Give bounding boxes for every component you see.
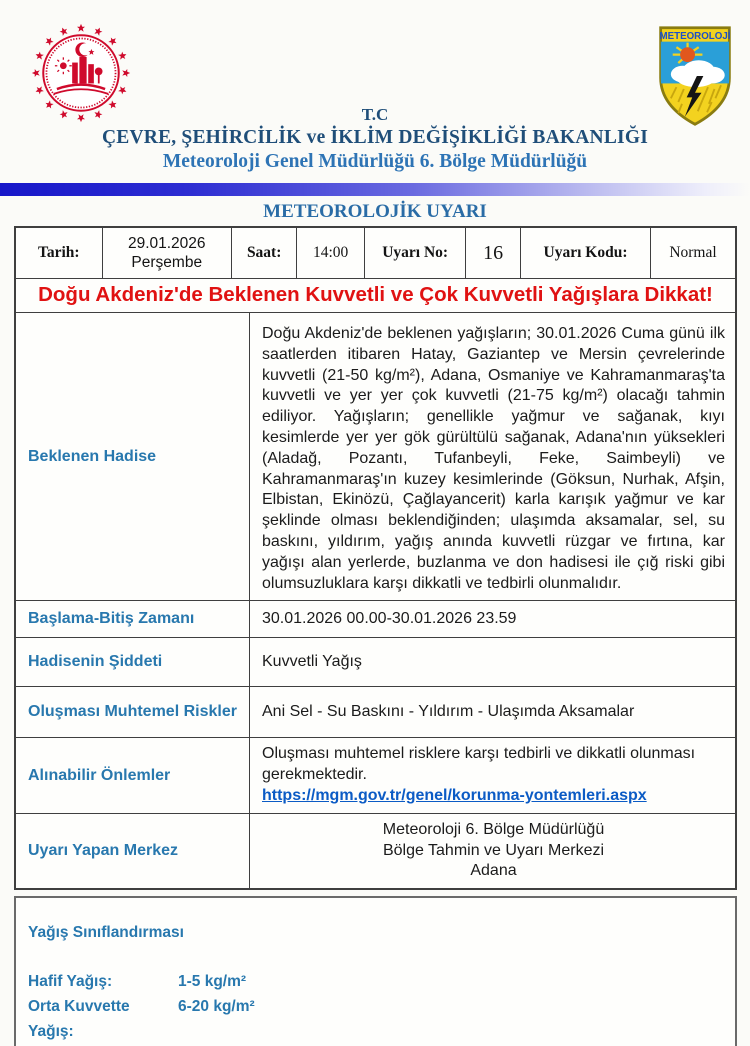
uyari-kodu-value: Normal [650,228,735,278]
classification-value: 6-20 kg/m² [178,998,255,1016]
meteoroloji-shield-icon [656,24,734,133]
korunma-yontemleri-link[interactable]: https://mgm.gov.tr/genel/korunma-yontemleri.aspx [262,786,647,804]
baslama-bitis-value: 30.01.2026 00.00-30.01.2026 23.59 [249,601,735,637]
merkez-label: Uyarı Yapan Merkez [28,841,179,859]
meteoroloji-logo-text: METEOROLOJİ [659,30,731,42]
baslama-bitis-label: Başlama-Bitiş Zamanı [28,610,195,628]
tarih-date: 29.01.2026 [127,235,206,252]
onlemler-text: Oluşması muhtemel risklere karşı tedbirli ve dikkatli olunması gerekmektedir. [262,745,696,784]
classification-label: Hafif Yağış: [28,973,113,991]
classification-title: Yağış Sınıflandırması [28,924,184,942]
row-alinabilir-onlemler [16,737,735,812]
tarih-value [102,228,231,278]
row-hadisenin-siddeti [16,637,735,686]
riskler-value: Ani Sel - Su Baskını - Yıldırım - Ulaşımda Aksamalar [249,687,735,737]
classification-item [28,969,723,994]
merkez-line3: Adana [470,862,517,880]
beklenen-hadise-label: Beklenen Hadise [28,447,157,465]
beklenen-hadise-text: Doğu Akdeniz'de beklenen yağışların; 30.01.2026 Cuma günü ilk saatlerden itibaren Hatay, Gaziantep ve Mersin çevrelerinde kuvvetli (21-50 kg/m²), Adana, Osmaniye ve Kahramanmaraş'ta kuvvetli ve yer yer çok kuvvetli (21-75 kg/m²) olacağı tahmin ediliyor. Yağışların; genellikle yağmur ve sağanak, kıyı kesimlerde yer yer gök gürültülü sağanak, Adana'nın yüksekleri (Aladağ, Pozantı, Tufanbeyli, Feke, Saimbeyli) ve Kahramanmaraş'ın kuzey kesimlerinde (Göksun, Nurhak, Afşin, Elbistan, Ekinözü, Çağlayancerit) karla karışık yağmur ve kar şeklinde olması beklendiğinden; ulaşımda aksamalar, sel, su baskını, yıldırım, yağış anında kuvvetli rüzgar ve fırtına, kar yağışı alan yerlerde, buzlanma ve don hadisesi ile çığ riski gibi olumsuzluklara karşı dikkatli ve tedbirli olunmalıdır. [249,313,735,600]
row-olusmasi-muhtemel-riskler [16,686,735,737]
uyari-kodu-label: Uyarı Kodu: [520,228,650,278]
merkez-line2: Bölge Tahmin ve Uyarı Merkezi [382,841,605,859]
uyari-no-label: Uyarı No: [364,228,465,278]
info-row [16,228,735,278]
row-uyari-yapan-merkez [16,813,735,888]
header-titles [0,104,750,174]
riskler-label: Oluşması Muhtemel Riskler [28,703,237,721]
header-divider-bar [0,183,750,196]
hadisenin-siddeti-label: Hadisenin Şiddeti [28,653,163,671]
merkez-content [249,814,735,888]
row-beklenen-hadise [16,312,735,600]
onlemler-content [249,738,735,812]
uyari-no-value: 16 [465,228,520,278]
precipitation-classification-box [14,896,737,1046]
header-tc: T.C [361,105,389,124]
onlemler-label: Alınabilir Önlemler [28,766,171,784]
tarih-day: Perşembe [131,254,203,271]
saat-label: Saat: [231,228,296,278]
header-directorate-name: Meteoroloji Genel Müdürlüğü 6. Bölge Müdürlüğü [162,151,588,172]
classification-label: Orta Kuvvette Yağış: [28,998,130,1041]
row-baslama-bitis [16,600,735,637]
tarih-label: Tarih: [37,244,80,261]
document-title: METEOROLOJİK UYARI [263,201,487,222]
header-ministry-name: ÇEVRE, ŞEHİRCİLİK ve İKLİM DEĞİŞİKLİĞİ BAKANLIĞI [102,127,648,148]
merkez-line1: Meteoroloji 6. Bölge Müdürlüğü [382,820,605,838]
hadisenin-siddeti-value: Kuvvetli Yağış [249,638,735,686]
classification-value: 1-5 kg/m² [178,973,247,991]
saat-value: 14:00 [296,228,364,278]
alert-banner: Doğu Akdeniz'de Beklenen Kuvvetli ve Çok Kuvvetli Yağışlara Dikkat! [16,278,735,312]
document-header [0,0,750,183]
warning-table [14,226,737,890]
classification-item [28,994,723,1044]
